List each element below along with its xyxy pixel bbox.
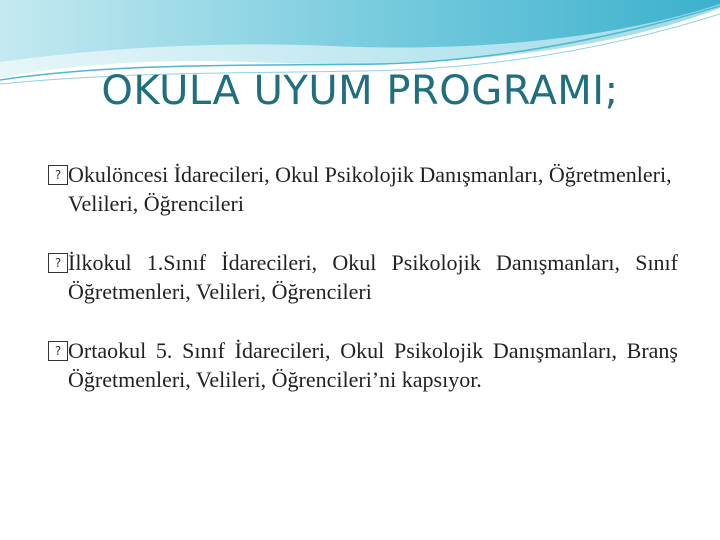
- missing-glyph-bullet-icon: ?: [48, 253, 68, 273]
- bullet-item-ortaokul: [48, 336, 678, 394]
- bullet-text: Okulöncesi İdarecileri, Okul Psikolojik Danışmanları, Öğretmenleri, Velileri, Öğrencileri: [68, 162, 672, 216]
- missing-glyph-bullet-icon: ?: [48, 341, 68, 361]
- slide-title: OKULA UYUM PROGRAMI;: [101, 68, 619, 114]
- bullet-text: İlkokul 1.Sınıf İdarecileri, Okul Psikolojik Danışmanları, Sınıf Öğretmenleri, Velileri, Öğrencileri: [68, 250, 678, 304]
- bullet-text: Ortaokul 5. Sınıf İdarecileri, Okul Psikolojik Danışmanları, Branş Öğretmenleri, Velileri, Öğrencileri’ni kapsıyor.: [68, 338, 678, 392]
- missing-glyph-bullet-icon: ?: [48, 165, 68, 185]
- bullet-item-ilkokul: [48, 248, 678, 306]
- bullet-list: [48, 160, 678, 424]
- bullet-item-okuloncesi: [48, 160, 678, 218]
